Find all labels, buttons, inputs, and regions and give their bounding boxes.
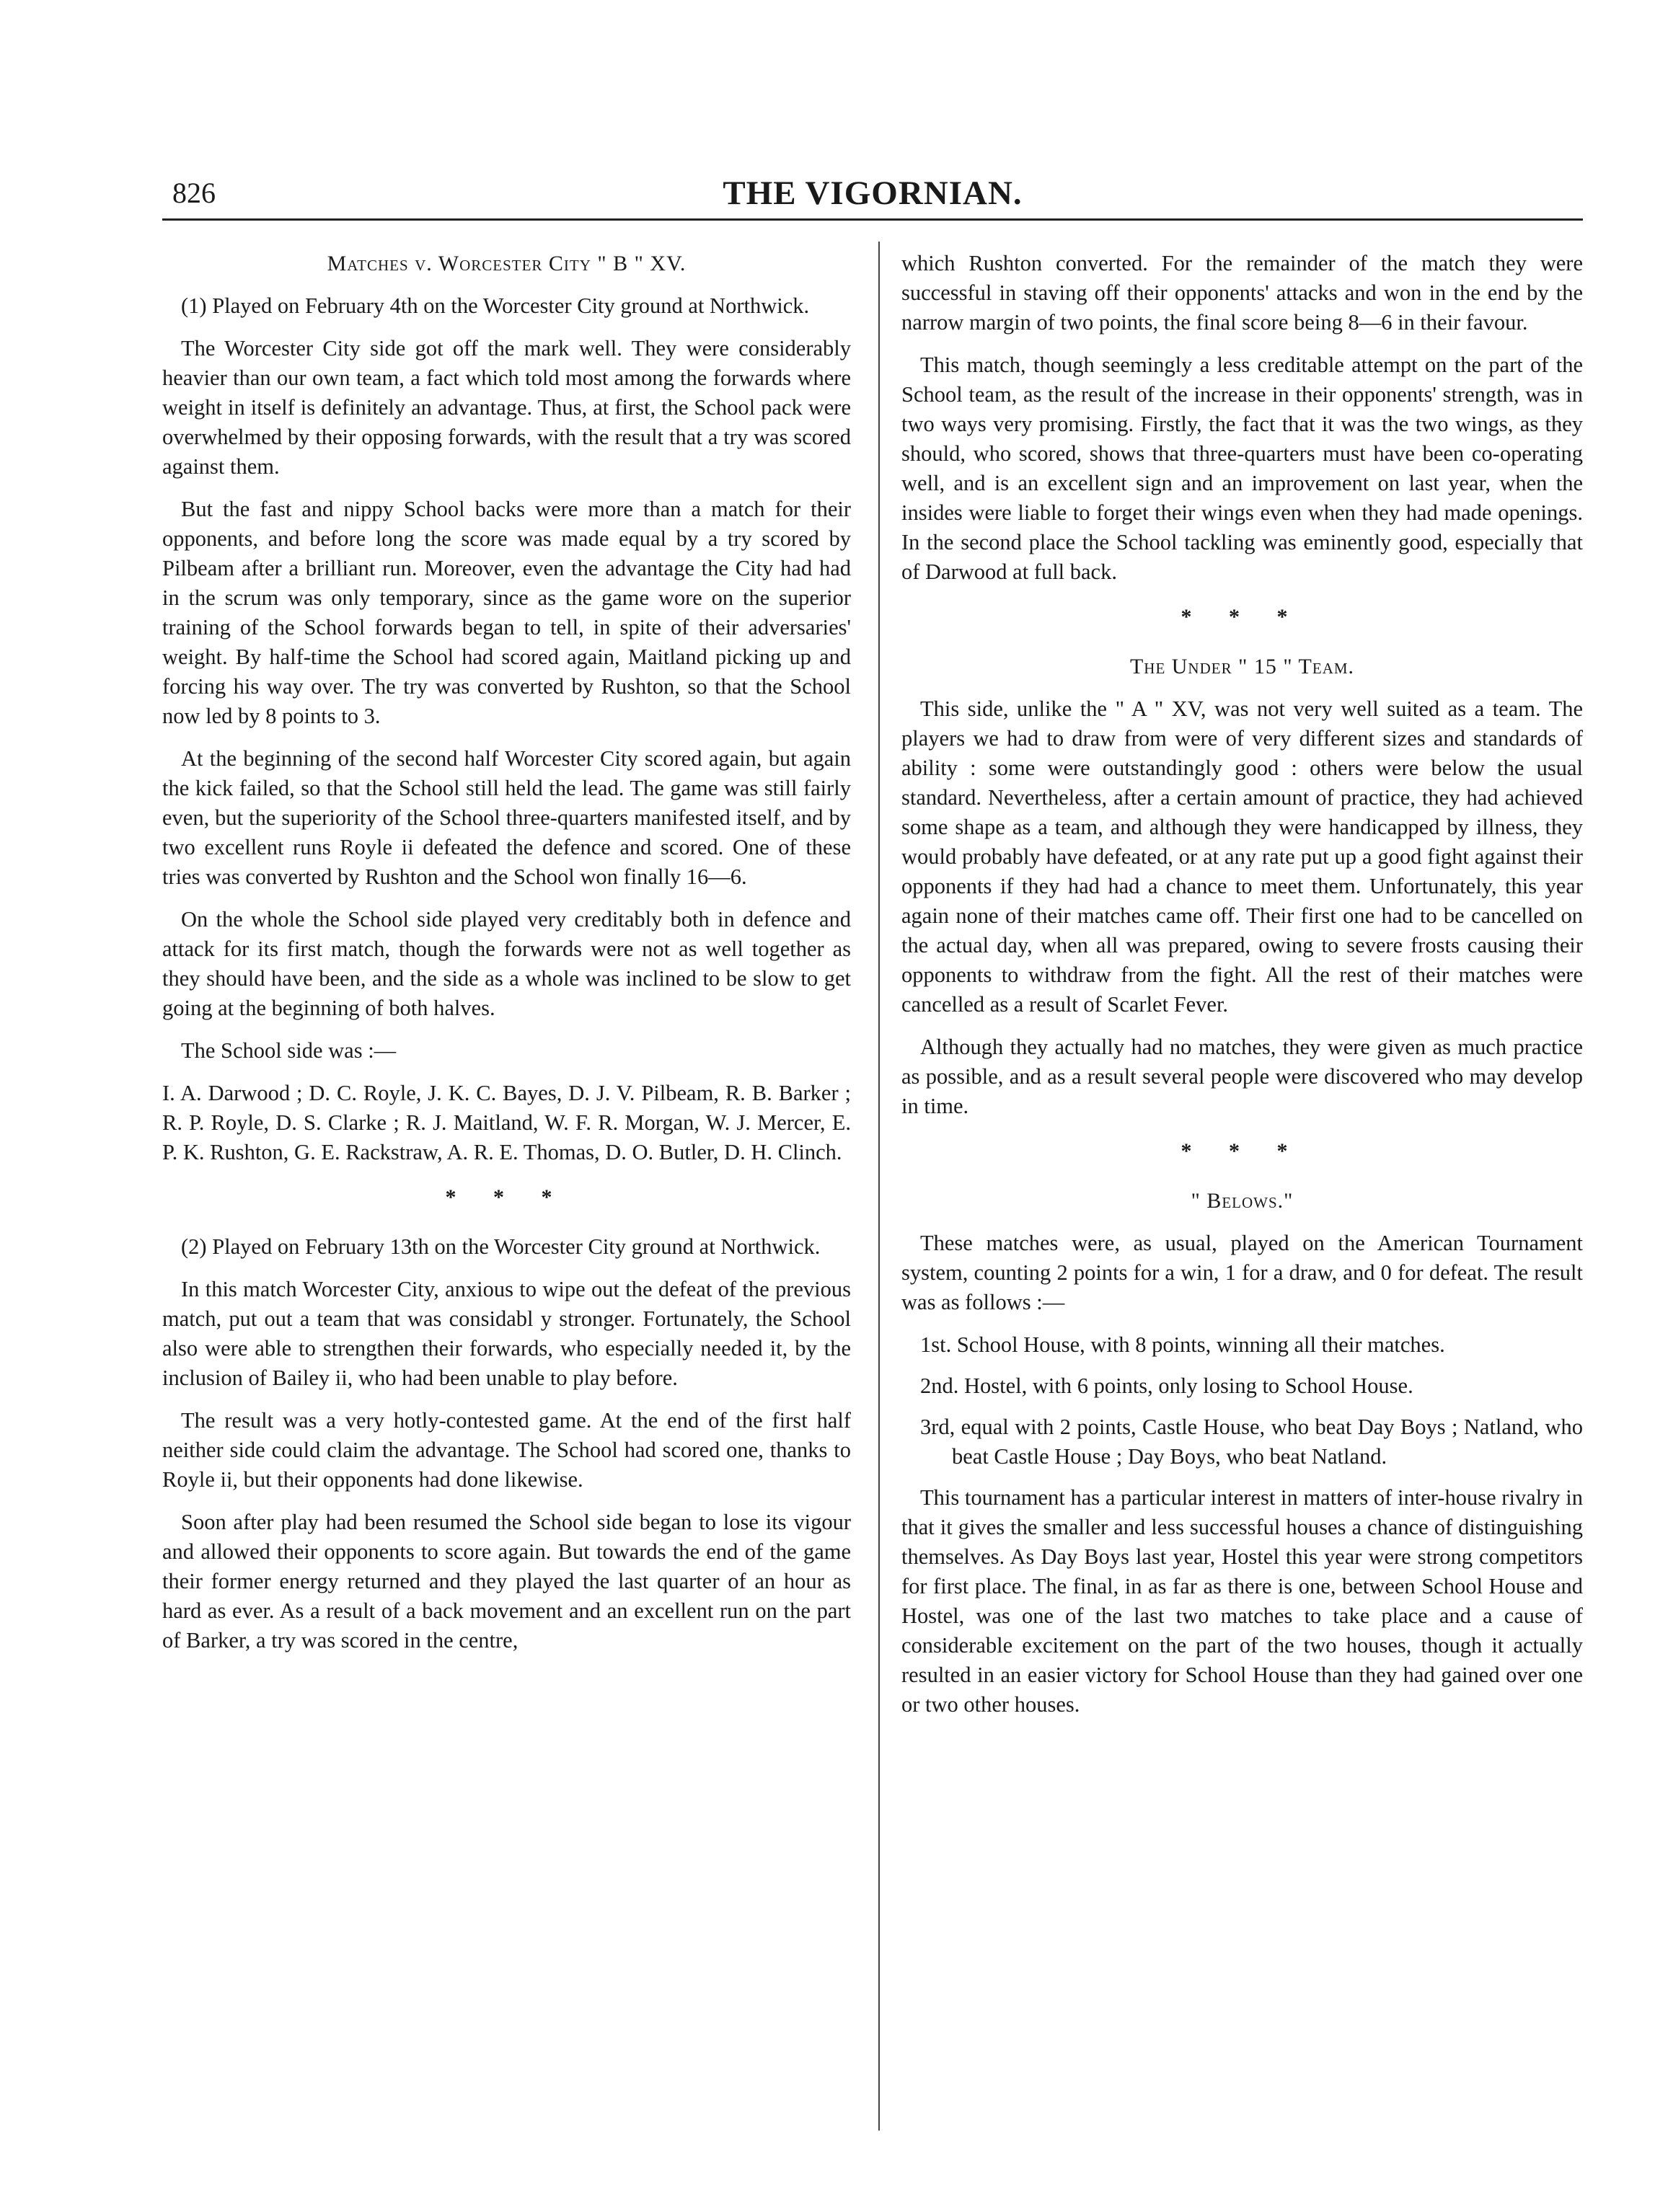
paragraph: which Rushton converted. For the remainder of the match they were successful in staving off their opponents' attacks and won in the end by the narrow margin of two points, the final score being 8—6 in their favour. <box>901 251 1583 335</box>
section-separator: * * * <box>1180 605 1304 629</box>
right-column <box>901 249 1583 1733</box>
paragraph: Although they actually had no matches, they were given as much practice as possible, and as a result several people were discovered who may develop in time. <box>901 1035 1583 1118</box>
journal-title: THE VIGORNIAN. <box>723 174 1023 212</box>
section-heading-matches: Matches v. Worcester City " B " XV. <box>327 252 687 275</box>
column-divider <box>878 242 880 2131</box>
left-column <box>162 249 851 1668</box>
result-item: 3rd, equal with 2 points, Castle House, who beat Day Boys ; Natland, who beat Castle House ; Day Boys, who beat Natland. <box>920 1415 1583 1469</box>
paragraph: (1) Played on February 4th on the Worcester City ground at Northwick. <box>181 293 810 318</box>
paragraph: Soon after play had been resumed the School side began to lose its vigour and allowed their opponents to score again. But towards the end of the game their former energy returned and they played the last quarter of an hour as hard as ever. As a result of a back movement and an excellent run on the part of Barker, a try was scored in the centre, <box>162 1510 851 1653</box>
section-heading-under-15: The Under " 15 " Team. <box>1129 655 1355 678</box>
paragraph: This match, though seemingly a less creditable attempt on the part of the School team, as the result of the increase in their opponents' strength, was in two ways very promising. Firstly, the fact that it was the two wings, as they should, who scored, shows that three-quarters must have been co-operating well, and is an excellent sign and an improvement on last year, when the insides were liable to forget their wings even when they had made openings. In the second place the School tackling was eminently good, especially that of Darwood at full back. <box>901 353 1583 584</box>
paragraph: The result was a very hotly-contested game. At the end of the first half neither side could claim the advantage. The School had scored one, thanks to Royle ii, but their opponents had done likewise. <box>162 1408 851 1492</box>
paragraph: At the beginning of the second half Worcester City scored again, but again the kick failed, so that the School still held the lead. The game was still fairly even, but the superiority of the School three-quarters manifested itself, and by two excellent runs Royle ii defeated the defence and scored. One of these tries was converted by Rushton and the School won finally 16—6. <box>162 746 851 889</box>
paragraph: This side, unlike the " A " XV, was not very well suited as a team. The players we had to draw from were of very different sizes and standards of ability : some were outstandingly good : others were below the usual standard. Nevertheless, after a certain amount of practice, they had achieved some shape as a team, and although they were handicapped by illness, they would probably have defeated, or at any rate put up a good fight against their opponents if they had had a chance to meet them. Unfortunately, this year again none of their matches came off. Their first one had to be cancelled on the actual day, when all was prepared, owing to severe frosts causing their opponents to withdraw from the fight. All the rest of their matches were cancelled as a result of Scarlet Fever. <box>901 696 1583 1017</box>
paragraph: In this match Worcester City, anxious to wipe out the defeat of the previous match, put out a team that was considabl y stronger. Fortunately, the School also were able to strengthen their forwards, who especially needed it, by the inclusion of Bailey ii, who had been unable to play before. <box>162 1277 851 1390</box>
page-header <box>162 172 1583 215</box>
section-separator: * * * <box>1180 1139 1304 1163</box>
page-number: 826 <box>172 177 216 209</box>
paragraph: The Worcester City side got off the mark well. They were considerably heavier than our own team, a fact which told most among the forwards where weight in itself is definitely an advantage. Thus, at first, the School pack were overwhelmed by their opposing forwards, with the result that a try was scored against them. <box>162 336 851 479</box>
header-rule <box>162 218 1583 221</box>
paragraph: (2) Played on February 13th on the Worcester City ground at Northwick. <box>181 1234 821 1259</box>
paragraph: The School side was :— <box>181 1038 397 1063</box>
section-heading-belows: " Belows." <box>1191 1189 1294 1213</box>
paragraph: But the fast and nippy School backs were more than a match for their opponents, and before long the score was made equal by a try scored by Pilbeam after a brilliant run. Moreover, even the advantage the City had had in the scrum was only temporary, since as the game wore on the superior training of the School forwards began to tell, in spite of their adversaries' weight. By half-time the School had scored again, Maitland picking up and forcing his way over. The try was converted by Rushton, so that the School now led by 8 points to 3. <box>162 497 851 728</box>
result-item: 1st. School House, with 8 points, winning all their matches. <box>920 1332 1445 1357</box>
paragraph: These matches were, as usual, played on the American Tournament system, counting 2 points for a win, 1 for a draw, and 0 for defeat. The result was as follows :— <box>901 1231 1583 1314</box>
team-list: I. A. Darwood ; D. C. Royle, J. K. C. Bayes, D. J. V. Pilbeam, R. B. Barker ; R. P. Royle, D. S. Clarke ; R. J. Maitland, W. F. R. Morgan, W. J. Mercer, E. P. K. Rushton, G. E. Rackstraw, A. R. E. Thomas, D. O. Butler, D. H. Clinch. <box>162 1081 851 1164</box>
paragraph: On the whole the School side played very creditably both in defence and attack for its first match, though the forwards were not as well together as they should have been, and the side as a whole was inclined to be slow to get going at the beginning of both halves. <box>162 907 851 1020</box>
paragraph: This tournament has a particular interest in matters of inter-house rivalry in that it gives the smaller and less successful houses a chance of distinguishing themselves. As Day Boys last year, Hostel this year were strong competitors for first place. The final, in as far as there is one, between School House and Hostel, was one of the last two matches to take place and a cause of considerable excitement on the part of the two houses, though it actually resulted in an easier victory for School House than they had gained over one or two other houses. <box>901 1485 1583 1717</box>
section-separator: * * * <box>445 1185 568 1209</box>
result-item: 2nd. Hostel, with 6 points, only losing to School House. <box>920 1373 1413 1398</box>
